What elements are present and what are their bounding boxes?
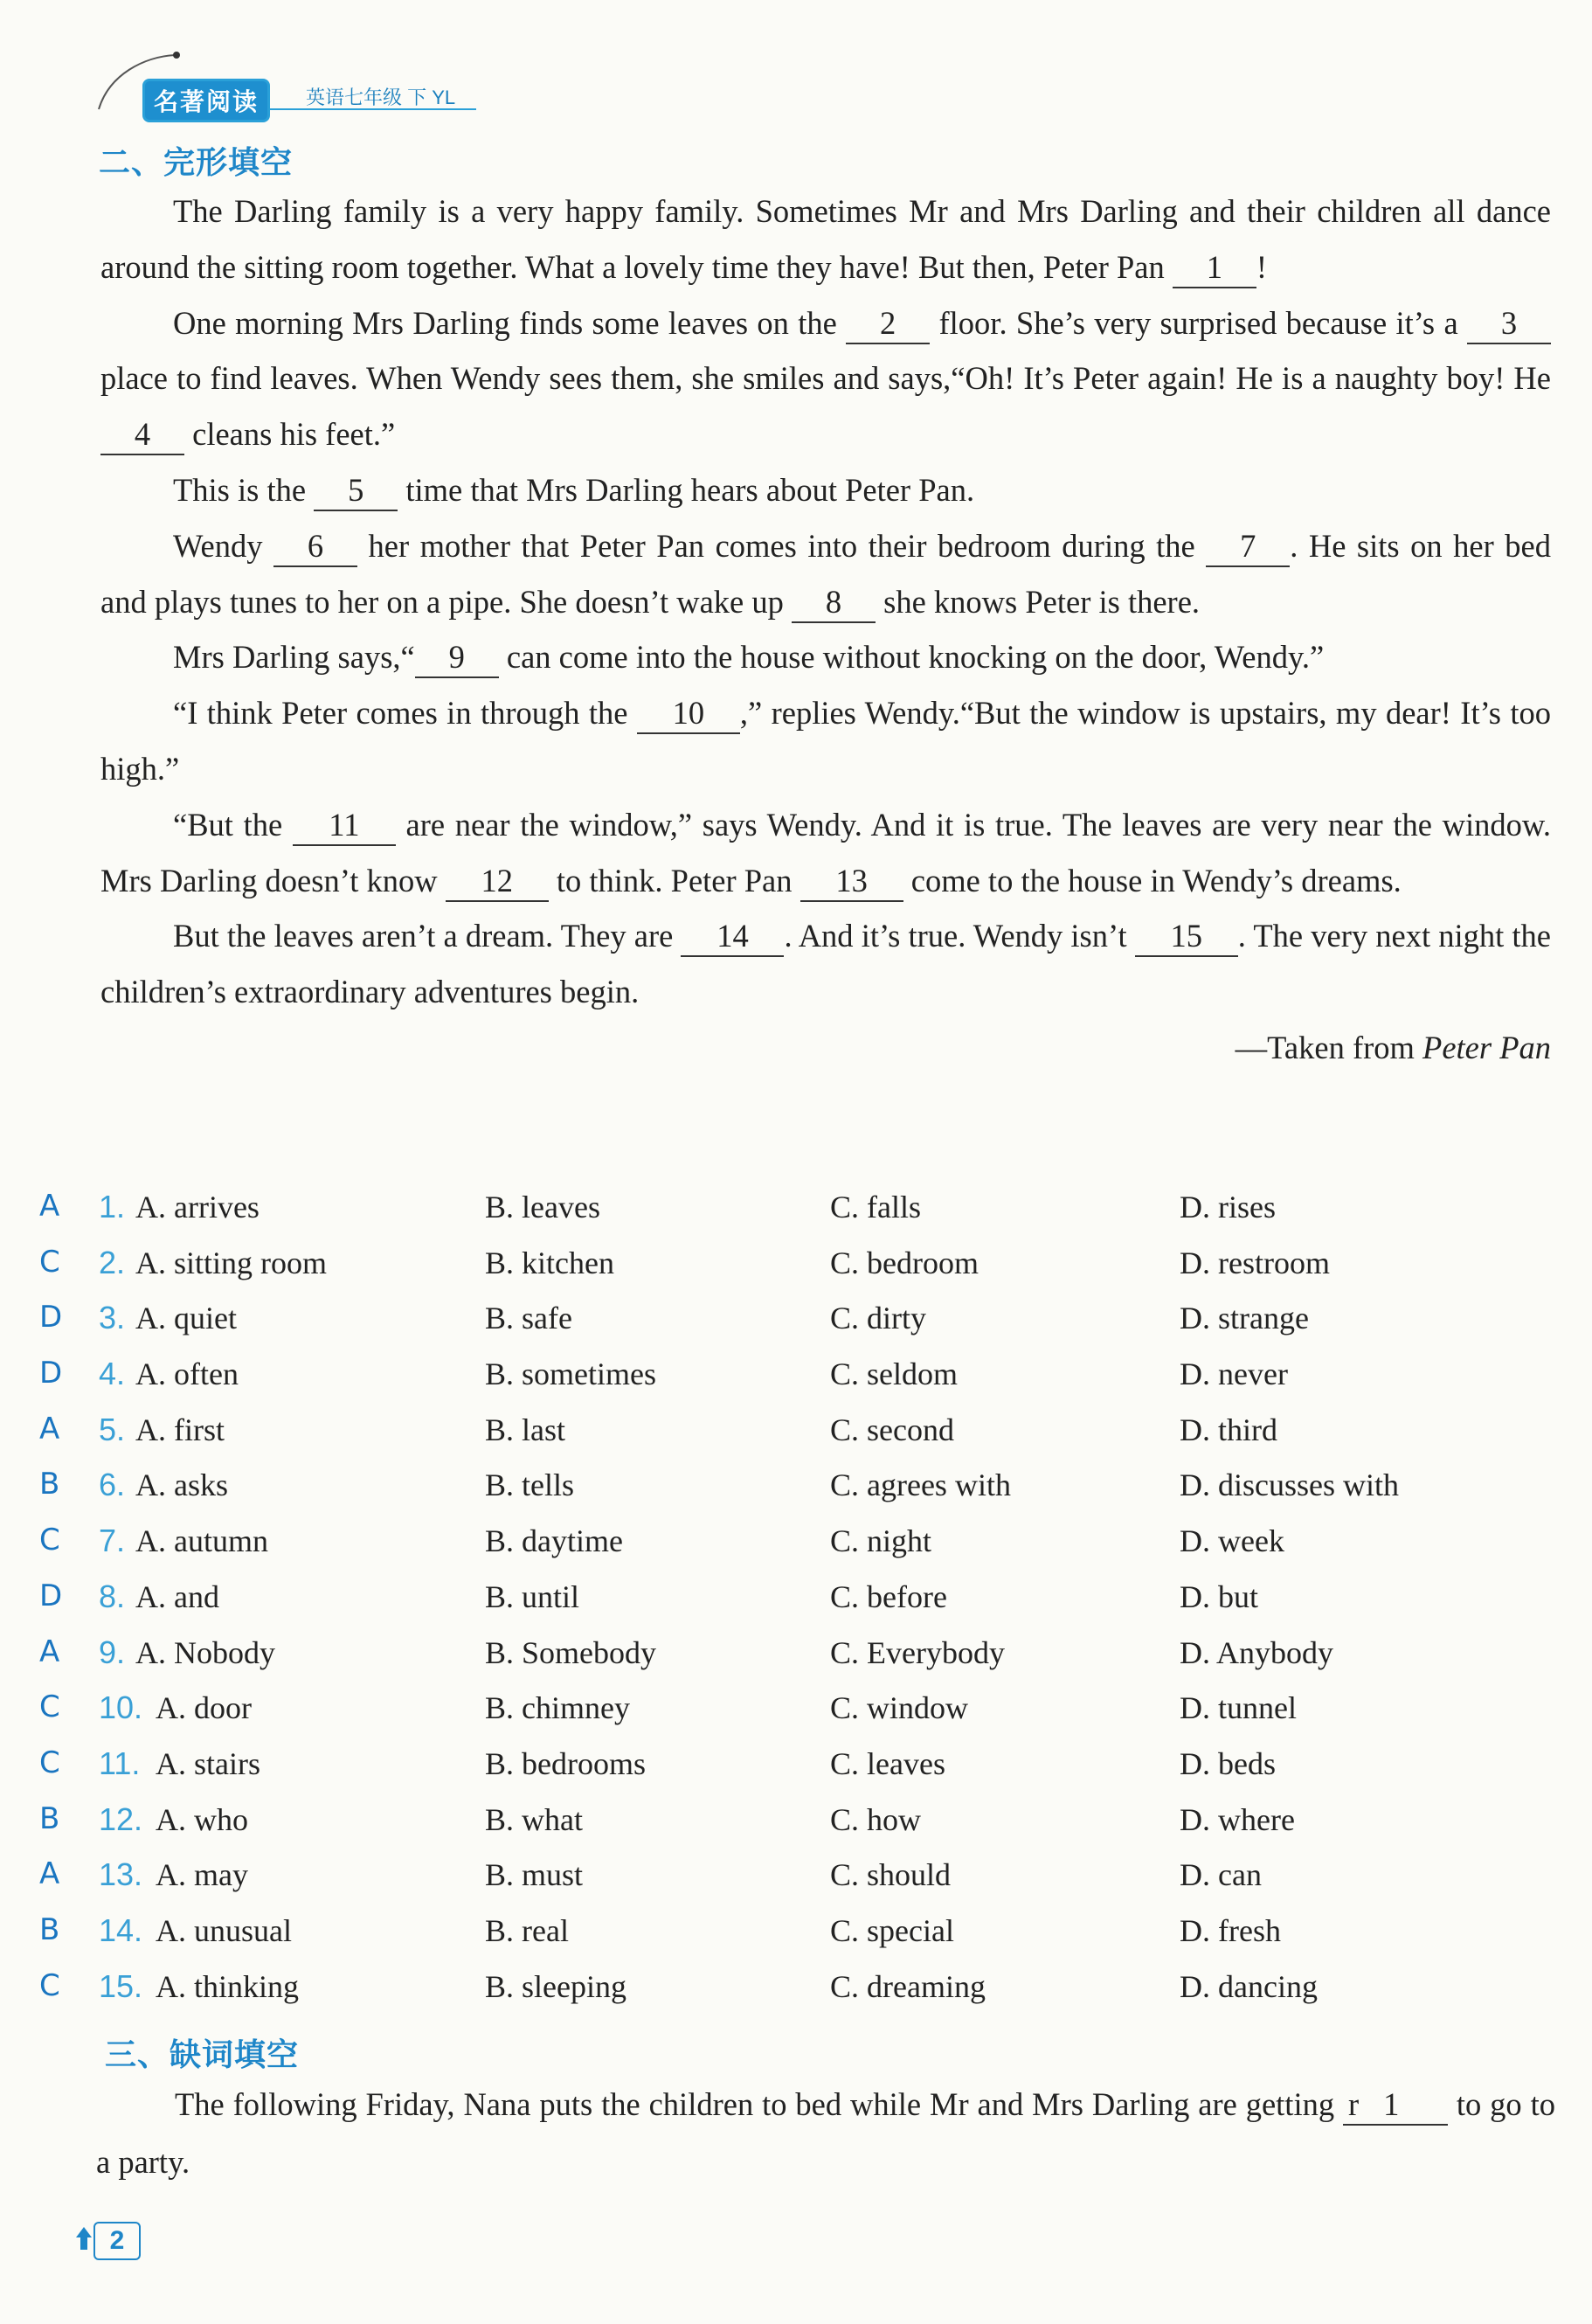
option-c: C. second: [830, 1412, 954, 1447]
question-number: 7.: [99, 1523, 126, 1559]
option-d: D. where: [1180, 1801, 1295, 1837]
option-b: B. chimney: [485, 1690, 630, 1726]
option-d: D. but: [1180, 1578, 1258, 1614]
option-b: B. tells: [485, 1467, 575, 1503]
answer-mark: B: [39, 1800, 60, 1836]
blank-10: 10: [637, 694, 740, 734]
blank-13: 13: [800, 862, 903, 902]
question-row: [35, 1689, 1555, 1745]
question-row: [35, 1745, 1555, 1801]
question-row: [35, 1412, 1555, 1467]
answer-mark: D: [39, 1356, 63, 1391]
question-number: 5.: [99, 1411, 126, 1447]
answer-mark: B: [39, 1911, 60, 1947]
option-d: D. week: [1180, 1523, 1284, 1559]
question-row: [35, 1245, 1555, 1301]
option-b: B. sometimes: [485, 1356, 656, 1392]
option-a: A. arrives: [135, 1190, 260, 1224]
option-d: D. strange: [1180, 1301, 1309, 1336]
blank-6: 6: [273, 527, 357, 567]
series-badge: 名著阅读: [142, 79, 270, 122]
question-number: 2.: [99, 1244, 126, 1280]
question-number: 9.: [99, 1634, 126, 1670]
question-number: 4.: [99, 1356, 126, 1392]
option-b: B. what: [485, 1801, 583, 1837]
grade-label: 英语七年级 下 YL: [306, 87, 456, 108]
option-a: A. first: [135, 1412, 225, 1447]
arrow-up-icon: [74, 2225, 93, 2253]
blank-1: 1: [1173, 248, 1256, 288]
option-a: A. and: [135, 1578, 219, 1614]
option-b: B. daytime: [485, 1523, 623, 1559]
option-a: A. asks: [135, 1467, 228, 1503]
blank-7: 7: [1206, 527, 1290, 567]
option-a: A. Nobody: [135, 1634, 275, 1670]
option-c: C. seldom: [830, 1356, 959, 1392]
option-c: C. how: [830, 1801, 922, 1837]
passage-paragraph: Wendy 6 her mother that Peter Pan comes into their bedroom during the 7 . He sits on her bed and plays tunes to her on a pipe. She doesn’t wake up 8 she knows Peter is there.: [100, 518, 1551, 630]
passage-paragraph: “I think Peter comes in through the 10 ,” replies Wendy.“But the window is upstairs, my dear! It’s too high.”: [100, 695, 1551, 787]
answer-mark: C: [39, 1689, 60, 1725]
option-c: C. agrees with: [830, 1467, 1011, 1503]
answer-mark: C: [39, 1523, 60, 1558]
question-number: 13.: [99, 1856, 143, 1893]
option-c: C. leaves: [830, 1745, 945, 1781]
option-c: C. night: [830, 1523, 932, 1559]
question-row: [35, 1801, 1555, 1857]
option-d: D. tunnel: [1180, 1690, 1297, 1726]
option-a: A. sitting room: [135, 1245, 328, 1280]
option-b: B. safe: [485, 1301, 572, 1336]
passage-paragraph: “But the 11 are near the window,” says Wendy. And it is true. The leaves are very near the window. Mrs Darling doesn’t know 12 to think. Peter Pan 13 come to the house in Wendy’s dreams.: [100, 797, 1551, 909]
question-row: [35, 1856, 1555, 1912]
option-a: A. autumn: [135, 1523, 268, 1559]
passage-paragraph: But the leaves aren’t a dream. They are 14 . And it’s true. Wendy isn’t 15 . The very next night the children’s extraordinary adventures begin.: [100, 918, 1551, 1010]
question-row: [35, 1634, 1555, 1690]
option-b: B. last: [485, 1412, 566, 1447]
option-d: D. beds: [1180, 1745, 1276, 1781]
option-c: C. before: [830, 1578, 947, 1614]
answer-mark: C: [39, 1244, 60, 1280]
option-c: C. window: [830, 1690, 969, 1726]
option-b: B. must: [485, 1857, 584, 1893]
option-b: B. real: [485, 1912, 569, 1948]
section-title-word-fill: 三、缺词填空: [105, 2037, 300, 2073]
blank-word-fill-1: r 1: [1343, 2085, 1448, 2126]
option-c: C. Everybody: [830, 1634, 1005, 1670]
question-row: [35, 1912, 1555, 1968]
option-b: B. sleeping: [485, 1968, 626, 2004]
option-d: D. can: [1180, 1857, 1262, 1893]
question-number: 11.: [99, 1745, 141, 1781]
option-d: D. rises: [1180, 1190, 1276, 1224]
blank-4: 4: [100, 415, 184, 455]
option-d: D. fresh: [1180, 1912, 1281, 1948]
answer-mark: C: [39, 1745, 60, 1780]
question-number: 8.: [99, 1578, 126, 1614]
blank-5: 5: [314, 471, 398, 511]
option-c: C. dirty: [830, 1301, 927, 1336]
question-number: 1.: [99, 1189, 126, 1224]
section-title-cloze: 二、完形填空: [99, 145, 294, 181]
page-number-label: 2: [93, 2222, 141, 2260]
option-a: A. door: [156, 1690, 252, 1726]
blank-8: 8: [792, 583, 876, 623]
blank-12: 12: [446, 862, 549, 902]
option-d: D. discusses with: [1180, 1467, 1399, 1503]
option-d: D. never: [1180, 1356, 1288, 1392]
question-number: 3.: [99, 1300, 126, 1336]
blank-2: 2: [846, 304, 930, 344]
option-b: B. leaves: [485, 1190, 600, 1224]
page-number: [74, 2220, 144, 2262]
option-a: A. unusual: [156, 1912, 292, 1948]
option-c: C. should: [830, 1857, 952, 1893]
answer-mark: C: [39, 1967, 60, 2003]
option-c: C. special: [830, 1912, 954, 1948]
question-number: 15.: [99, 1967, 143, 2004]
option-c: C. falls: [830, 1190, 921, 1224]
question-number: 10.: [99, 1689, 143, 1726]
passage-paragraph: This is the 5 time that Mrs Darling hears about Peter Pan.: [100, 462, 1551, 518]
question-row: [35, 1523, 1555, 1578]
answer-mark: D: [39, 1300, 63, 1335]
answer-mark: A: [39, 1189, 60, 1224]
option-b: B. bedrooms: [485, 1745, 646, 1781]
option-c: C. bedroom: [830, 1245, 979, 1280]
question-row: [35, 1300, 1555, 1356]
blank-15: 15: [1135, 917, 1238, 957]
option-a: A. thinking: [156, 1968, 300, 2004]
answer-mark: A: [39, 1411, 60, 1446]
question-row: [35, 1578, 1555, 1634]
answer-mark: A: [39, 1856, 60, 1892]
option-d: D. third: [1180, 1412, 1277, 1447]
option-d: D. dancing: [1180, 1968, 1318, 2004]
question-row: [35, 1467, 1555, 1523]
blank-3: 3: [1467, 304, 1551, 344]
option-a: A. who: [156, 1801, 248, 1837]
passage-paragraph: The Darling family is a very happy family. Sometimes Mr and Mrs Darling and their children all dance around the sitting room together. What a lovely time they have! But then, Peter Pan 1 !: [100, 184, 1551, 295]
question-row: [35, 1356, 1555, 1412]
passage-paragraph: One morning Mrs Darling finds some leaves on the 2 floor. She’s very surprised because it’s a 3 place to find leaves. When Wendy sees them, she smiles and says,“Oh! It’s Peter again! He is a naughty boy! He 4 cleans his feet.”: [100, 295, 1551, 462]
option-a: A. may: [156, 1857, 248, 1893]
question-row: [35, 1189, 1555, 1245]
question-number: 14.: [99, 1911, 143, 1948]
option-a: A. stairs: [156, 1745, 260, 1781]
passage-source: —Taken from Peter Pan: [1235, 1029, 1551, 1065]
option-b: B. kitchen: [485, 1245, 614, 1280]
question-number: 12.: [99, 1800, 143, 1837]
blank-14: 14: [681, 917, 784, 957]
word-fill-passage: The following Friday, Nana puts the children to bed while Mr and Mrs Darling are getting r 1 to go to a party.: [96, 2086, 1555, 2180]
cloze-passage: [100, 184, 1551, 1076]
option-b: B. until: [485, 1578, 580, 1614]
question-number: 6.: [99, 1467, 126, 1503]
passage-paragraph: Mrs Darling says,“ 9 can come into the house without knocking on the door, Wendy.”: [100, 629, 1551, 685]
question-row: [35, 1968, 1555, 2024]
blank-11: 11: [293, 806, 396, 846]
option-a: A. quiet: [135, 1301, 237, 1336]
option-c: C. dreaming: [830, 1968, 986, 2004]
option-d: D. Anybody: [1180, 1634, 1334, 1670]
option-d: D. restroom: [1180, 1245, 1330, 1280]
question-list: [35, 1189, 1555, 2023]
answer-mark: B: [39, 1467, 60, 1502]
answer-mark: D: [39, 1578, 63, 1613]
blank-9: 9: [415, 638, 499, 678]
page-header: [92, 48, 529, 118]
answer-mark: A: [39, 1634, 60, 1669]
option-a: A. often: [135, 1356, 239, 1392]
option-b: B. Somebody: [485, 1634, 657, 1670]
